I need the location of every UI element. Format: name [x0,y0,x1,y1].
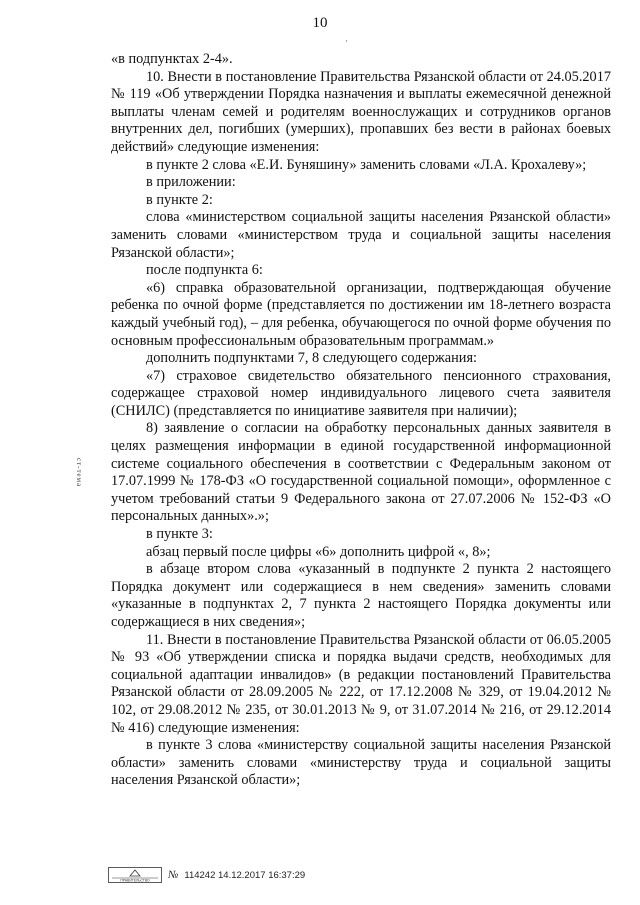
paragraph: абзац первый после цифры «6» дополнить цифрой «, 8»; [146,543,491,560]
paragraph: в пункте 2: [146,191,213,208]
page-number: 10 [312,15,328,31]
document-registration-info: 114242 14.12.2017 16:37:29 [184,869,306,881]
paragraph: в пункте 3: [146,526,213,543]
paragraph: в пункте 3 слова «министерству социальной защиты населения Рязанской области» заменить словами «министерству труда и социальной защиты населения Рязанской области»; [111,737,611,789]
paragraph: в приложении: [146,174,236,191]
number-sign-icon: № [168,869,179,881]
paragraph-item-11: 11. Внести в постановление Правительства Рязанской области от 06.05.2005 № 93 «Об утверждении списка и порядка выдачи средств, необходимых для социальной адаптации инвалидов» (в редакции постановлений Правительства Рязанской области от 28.09.2005 № 222, от 17.12.2008 № 329, от 19.04.2012 № 102, от 29.08.2012 № 235, от 30.01.2013 № 9, от 31.07.2014 № 216, от 29.12.2014 № 416) следующие изменения: [111,631,611,736]
paragraph: слова «министерством социальной защиты населения Рязанской области» заменить словами «министерством труда и социальной защиты населения Рязанской области»; [111,209,611,261]
document-body [111,51,611,790]
paragraph-quote-end: «в подпунктах 2-4». [111,51,233,67]
scan-mark: · [345,36,348,46]
paragraph: в абзаце втором слова «указанный в подпункте 2 пункта 2 настоящего Порядка документ или содержащиеся в нем сведения» заменить словами «указанные в подпунктах 2, 7 пункта 2 настоящего Порядка документы или содержащиеся в них сведения»; [111,561,611,630]
paragraph: 8) заявление о согласии на обработку персональных данных заявителя в целях размещения информации в единой государственной информационной системе социального обеспечения в соответствии с Федеральным законом от 17.07.1999 № 178-ФЗ «О государственной социальной помощи», оформленное с учетом требований статьи 9 Федерального закона от 27.07.2006 № 152-ФЗ «О персональных данных».»; [111,420,611,525]
paragraph: после подпункта 6: [146,262,263,279]
government-logo [108,867,162,883]
footer-stamp [108,867,305,883]
paragraph-item-10: 10. Внести в постановление Правительства Рязанской области от 24.05.2017 № 119 «Об утверждении Порядка назначения и выплаты ежемесячной денежной выплаты членам семей и родителям военнослужащих и сотрудников органов внутренних дел, погибших (умерших), пропавших без вести в районах боевых действий» следующие изменения: [111,68,611,155]
margin-handwritten-mark: ст-тема [75,458,83,488]
paragraph: «6) справка образовательной организации, подтверждающая обучение ребенка по очной форме (представляется по достижении им 18-летнего возраста каждый учебный год), – для ребенка, обучающегося по очной форме обучения по основным профессиональным образовательным программам.» [111,279,611,349]
paragraph: дополнить подпунктами 7, 8 следующего содержания: [146,350,477,367]
paragraph: «7) страховое свидетельство обязательного пенсионного страхования, содержащее страховой номер индивидуального лицевого счета заявителя (СНИЛС) (представляется по инициативе заявителя при наличии); [111,367,611,419]
paragraph: в пункте 2 слова «Е.И. Буняшину» заменить словами «Л.А. Крохалеву»; [146,156,587,173]
logo-text: ПРАВИТЕЛЬСТВО [120,878,150,883]
